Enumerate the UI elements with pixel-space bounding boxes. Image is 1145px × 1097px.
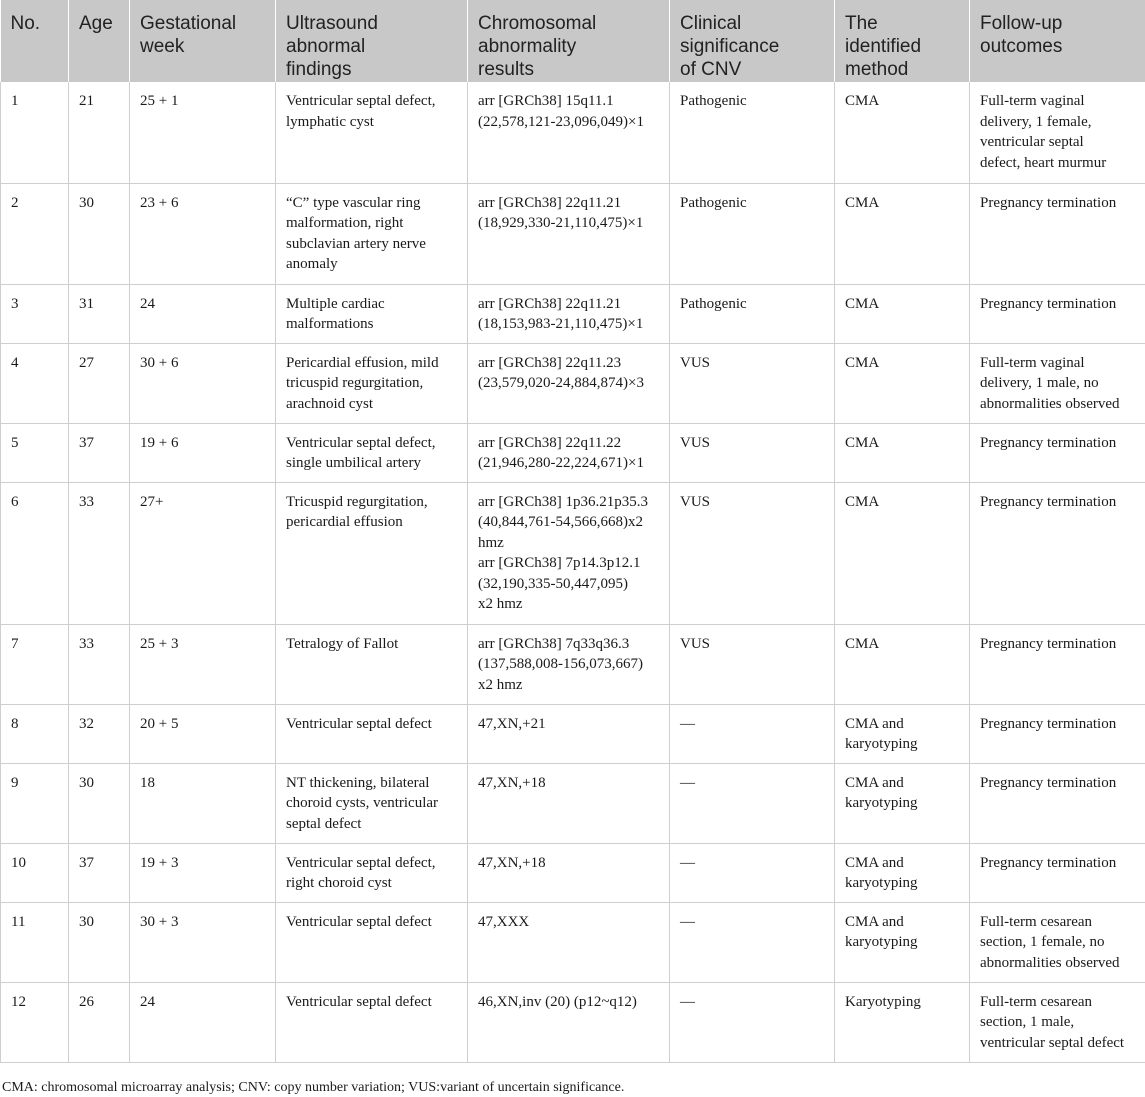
cell-line: 37 xyxy=(79,854,94,871)
cell-follow-up-outcomes xyxy=(970,183,1145,284)
cell-line: — xyxy=(680,715,695,732)
cell-line: ventricular septal defect xyxy=(980,1034,1125,1051)
cell-gestational-week xyxy=(130,423,276,482)
cell-ultrasound-findings xyxy=(276,902,468,982)
cell-no xyxy=(1,284,69,343)
cell-gestational-week xyxy=(130,343,276,423)
cell-line: subclavian artery nerve xyxy=(286,235,426,252)
cell-line: (18,929,330-21,110,475)×1 xyxy=(478,215,644,231)
table-header xyxy=(1,0,1145,82)
cell-line: delivery, 1 male, no xyxy=(980,375,1099,391)
cell-line: Ventricular septal defect xyxy=(286,993,432,1010)
cell-line: Full-term cesarean xyxy=(980,913,1093,930)
cell-line: delivery, 1 female, xyxy=(980,113,1092,130)
cell-line: 30 xyxy=(79,194,94,211)
cell-line: “C” type vascular ring xyxy=(286,194,421,211)
cell-line: Pregnancy termination xyxy=(980,854,1117,871)
cell-chromosomal-results xyxy=(468,423,670,482)
cell-line: single umbilical artery xyxy=(286,455,421,471)
cell-line: Ventricular septal defect, xyxy=(286,434,436,451)
cell-chromosomal-results xyxy=(468,82,670,183)
cell-age xyxy=(69,902,130,982)
cell-line: Pregnancy termination xyxy=(980,194,1117,211)
cell-line: CMA and xyxy=(845,715,904,732)
cell-line: 2 xyxy=(11,194,19,211)
cell-line: Full-term vaginal xyxy=(980,93,1085,109)
header-line: identified xyxy=(845,36,922,57)
column-header-clinical-significance xyxy=(670,0,835,82)
cell-line: 18 xyxy=(140,774,155,791)
header-line: The xyxy=(845,13,878,34)
cell-clinical-significance xyxy=(670,763,835,843)
cell-line: 7 xyxy=(11,635,19,652)
cell-follow-up-outcomes xyxy=(970,482,1145,624)
cell-line: Full-term cesarean xyxy=(980,993,1093,1010)
cell-line: 19 + 3 xyxy=(140,854,179,871)
cell-line: CMA xyxy=(845,354,880,371)
cell-line: 3 xyxy=(11,295,19,312)
cell-age xyxy=(69,343,130,423)
cell-line: tricuspid regurgitation, xyxy=(286,375,424,391)
cell-line: CMA xyxy=(845,295,880,312)
cell-line: septal defect xyxy=(286,815,362,832)
cell-line: arr [GRCh38] 15q11.1 xyxy=(478,93,614,109)
cell-line: 47,XN,+18 xyxy=(478,854,546,871)
cell-no xyxy=(1,763,69,843)
cell-line: 23 + 6 xyxy=(140,194,179,211)
cell-follow-up-outcomes xyxy=(970,704,1145,763)
cell-line: pericardial effusion xyxy=(286,514,403,530)
cell-chromosomal-results xyxy=(468,284,670,343)
cell-line: arr [GRCh38] 22q11.21 xyxy=(478,194,622,211)
cell-no xyxy=(1,482,69,624)
cell-no xyxy=(1,704,69,763)
cell-clinical-significance xyxy=(670,82,835,183)
cell-chromosomal-results xyxy=(468,763,670,843)
cell-identified-method xyxy=(835,343,970,423)
cell-gestational-week xyxy=(130,284,276,343)
cell-no xyxy=(1,843,69,902)
cell-line: 11 xyxy=(11,913,26,930)
cell-line: VUS xyxy=(680,354,711,371)
cell-line: CMA xyxy=(845,93,880,109)
header-line: abnormal xyxy=(286,36,366,57)
cell-chromosomal-results xyxy=(468,704,670,763)
cell-line: anomaly xyxy=(286,256,338,272)
cell-line: defect, heart murmur xyxy=(980,154,1107,171)
cell-line: 33 xyxy=(79,493,94,510)
table-row xyxy=(1,704,1145,763)
column-header-gestational-week xyxy=(130,0,276,82)
cell-line: Pregnancy termination xyxy=(980,774,1117,791)
cell-line: Full-term vaginal xyxy=(980,354,1085,371)
cell-follow-up-outcomes xyxy=(970,82,1145,183)
cell-line: — xyxy=(680,993,695,1010)
cell-ultrasound-findings xyxy=(276,423,468,482)
cell-line: Pregnancy termination xyxy=(980,715,1117,732)
cell-follow-up-outcomes xyxy=(970,343,1145,423)
header-line: significance xyxy=(680,36,780,57)
cell-no xyxy=(1,982,69,1062)
cell-line: 21 xyxy=(79,93,94,109)
cell-clinical-significance xyxy=(670,624,835,704)
cell-line: 27 xyxy=(79,354,94,371)
cell-clinical-significance xyxy=(670,423,835,482)
header-line: Gestational xyxy=(140,13,237,34)
cell-gestational-week xyxy=(130,704,276,763)
cell-line: CMA and xyxy=(845,854,904,871)
header-line: No. xyxy=(10,13,41,34)
cell-age xyxy=(69,183,130,284)
table-row xyxy=(1,982,1145,1062)
cell-line: 27+ xyxy=(140,493,164,510)
cell-follow-up-outcomes xyxy=(970,624,1145,704)
cell-line: 1 xyxy=(11,93,19,109)
cell-line: arr [GRCh38] 1p36.21p35.3 xyxy=(478,493,648,510)
cell-identified-method xyxy=(835,902,970,982)
cell-identified-method xyxy=(835,624,970,704)
cell-line: lymphatic cyst xyxy=(286,113,374,130)
header-line: outcomes xyxy=(980,36,1063,57)
cell-line: 30 xyxy=(79,774,94,791)
cell-no xyxy=(1,902,69,982)
cell-line: arachnoid cyst xyxy=(286,395,374,412)
cell-chromosomal-results xyxy=(468,843,670,902)
cell-line: VUS xyxy=(680,635,711,652)
header-line: method xyxy=(845,59,909,80)
table-row xyxy=(1,624,1145,704)
cell-line: x2 hmz xyxy=(478,676,523,693)
table-row xyxy=(1,763,1145,843)
cell-line: (40,844,761-54,566,668)x2 xyxy=(478,514,643,530)
header-line: findings xyxy=(286,59,352,80)
table-row xyxy=(1,183,1145,284)
cell-line: (21,946,280-22,224,671)×1 xyxy=(478,455,644,471)
cell-age xyxy=(69,82,130,183)
column-header-no xyxy=(1,0,69,82)
table-row xyxy=(1,482,1145,624)
cell-line: 24 xyxy=(140,993,155,1010)
table-row xyxy=(1,902,1145,982)
cell-line: Pregnancy termination xyxy=(980,434,1117,451)
cell-clinical-significance xyxy=(670,183,835,284)
cell-line: — xyxy=(680,774,695,791)
cell-line: hmz xyxy=(478,534,504,551)
cell-line: 47,XN,+21 xyxy=(478,715,546,732)
cell-identified-method xyxy=(835,843,970,902)
cell-clinical-significance xyxy=(670,482,835,624)
cell-identified-method xyxy=(835,423,970,482)
cell-line: VUS xyxy=(680,493,711,510)
cell-line: malformation, right xyxy=(286,215,404,231)
cell-line: (32,190,335-50,447,095) xyxy=(478,575,628,592)
cell-line: 47,XN,+18 xyxy=(478,774,546,791)
cell-line: 20 + 5 xyxy=(140,715,179,732)
header-line: of CNV xyxy=(680,59,742,80)
cell-line: karyotyping xyxy=(845,795,918,811)
cell-ultrasound-findings xyxy=(276,624,468,704)
cell-line: 25 + 1 xyxy=(140,93,179,109)
cell-ultrasound-findings xyxy=(276,183,468,284)
cell-age xyxy=(69,763,130,843)
cell-clinical-significance xyxy=(670,704,835,763)
header-line: week xyxy=(140,36,185,57)
cell-line: 26 xyxy=(79,993,94,1010)
cell-ultrasound-findings xyxy=(276,482,468,624)
cell-ultrasound-findings xyxy=(276,343,468,423)
header-row xyxy=(1,0,1145,82)
cell-line: abnormalities observed xyxy=(980,954,1120,971)
cell-line: Pathogenic xyxy=(680,194,747,211)
cell-line: CMA xyxy=(845,434,880,451)
cell-clinical-significance xyxy=(670,284,835,343)
cell-line: CMA and xyxy=(845,913,904,930)
cell-line: Ventricular septal defect xyxy=(286,715,432,732)
cell-no xyxy=(1,423,69,482)
header-line: results xyxy=(478,59,534,80)
cell-line: arr [GRCh38] 7q33q36.3 xyxy=(478,635,630,652)
cell-line: 10 xyxy=(11,854,26,871)
cell-line: 31 xyxy=(79,295,94,312)
cell-line: 25 + 3 xyxy=(140,635,179,652)
cell-line: NT thickening, bilateral xyxy=(286,774,430,791)
cell-line: karyotyping xyxy=(845,736,918,752)
header-line: Age xyxy=(79,13,113,34)
cell-line: Karyotyping xyxy=(845,993,921,1010)
cell-follow-up-outcomes xyxy=(970,763,1145,843)
cell-line: — xyxy=(680,854,695,871)
cell-line: 30 + 3 xyxy=(140,913,179,930)
table-row xyxy=(1,423,1145,482)
cell-age xyxy=(69,624,130,704)
cell-line: arr [GRCh38] 22q11.22 xyxy=(478,434,622,451)
cell-follow-up-outcomes xyxy=(970,843,1145,902)
cell-chromosomal-results xyxy=(468,482,670,624)
cell-line: Ventricular septal defect, xyxy=(286,93,436,109)
cell-line: Pregnancy termination xyxy=(980,635,1117,652)
cell-line: CMA and xyxy=(845,774,904,791)
cell-line: 37 xyxy=(79,434,94,451)
cell-identified-method xyxy=(835,82,970,183)
cell-age xyxy=(69,704,130,763)
cell-line: 5 xyxy=(11,434,19,451)
table-row xyxy=(1,284,1145,343)
column-header-identified-method xyxy=(835,0,970,82)
cell-line: Ventricular septal defect xyxy=(286,913,432,930)
column-header-age xyxy=(69,0,130,82)
cell-ultrasound-findings xyxy=(276,284,468,343)
table-footnote: CMA: chromosomal microarray analysis; CNV: copy number variation; VUS:variant of uncertain significance. xyxy=(2,1080,625,1095)
cell-clinical-significance xyxy=(670,902,835,982)
cell-ultrasound-findings xyxy=(276,704,468,763)
cell-line: Pregnancy termination xyxy=(980,493,1117,510)
cell-line: Tetralogy of Fallot xyxy=(286,635,399,652)
header-line: Follow-up xyxy=(980,13,1063,34)
cell-line: ventricular septal xyxy=(980,134,1084,150)
cell-line: 6 xyxy=(11,493,19,510)
column-header-ultrasound-findings xyxy=(276,0,468,82)
cell-clinical-significance xyxy=(670,982,835,1062)
cell-identified-method xyxy=(835,982,970,1062)
cell-line: (22,578,121-23,096,049)×1 xyxy=(478,113,644,130)
cell-line: (23,579,020-24,884,874)×3 xyxy=(478,375,644,391)
cell-gestational-week xyxy=(130,82,276,183)
cell-ultrasound-findings xyxy=(276,763,468,843)
header-line: Chromosomal xyxy=(478,13,597,34)
cell-gestational-week xyxy=(130,183,276,284)
cell-identified-method xyxy=(835,284,970,343)
cell-clinical-significance xyxy=(670,843,835,902)
cell-no xyxy=(1,624,69,704)
cell-line: CMA xyxy=(845,194,880,211)
cell-no xyxy=(1,82,69,183)
cell-line: 9 xyxy=(11,774,19,791)
column-header-chromosomal-results xyxy=(468,0,670,82)
cell-line: 4 xyxy=(11,354,19,371)
cell-age xyxy=(69,482,130,624)
table-body xyxy=(1,82,1145,1062)
cell-gestational-week xyxy=(130,902,276,982)
cell-identified-method xyxy=(835,183,970,284)
cell-line: 19 + 6 xyxy=(140,434,179,451)
cell-identified-method xyxy=(835,704,970,763)
cell-line: (137,588,008-156,073,667) xyxy=(478,656,643,672)
cell-gestational-week xyxy=(130,482,276,624)
cell-no xyxy=(1,343,69,423)
cell-chromosomal-results xyxy=(468,183,670,284)
cell-line: abnormalities observed xyxy=(980,395,1120,412)
cell-follow-up-outcomes xyxy=(970,423,1145,482)
cell-ultrasound-findings xyxy=(276,82,468,183)
header-line: Clinical xyxy=(680,13,742,34)
cell-ultrasound-findings xyxy=(276,982,468,1062)
cell-line: arr [GRCh38] 7p14.3p12.1 xyxy=(478,555,641,571)
cell-line: section, 1 female, no xyxy=(980,934,1105,950)
cell-age xyxy=(69,843,130,902)
cell-age xyxy=(69,423,130,482)
cell-gestational-week xyxy=(130,763,276,843)
cell-line: section, 1 male, xyxy=(980,1014,1075,1030)
cell-line: Tricuspid regurgitation, xyxy=(286,493,428,510)
cell-line: malformations xyxy=(286,316,374,332)
cell-line: — xyxy=(680,913,695,930)
cell-line: 8 xyxy=(11,715,19,732)
cell-line: CMA xyxy=(845,493,880,510)
cell-line: Pericardial effusion, mild xyxy=(286,354,439,371)
table-row xyxy=(1,343,1145,423)
column-header-follow-up-outcomes xyxy=(970,0,1145,82)
cell-line: 46,XN,inv (20) (p12~q12) xyxy=(478,993,637,1010)
cell-line: Pregnancy termination xyxy=(980,295,1117,312)
cell-no xyxy=(1,183,69,284)
cell-line: (18,153,983-21,110,475)×1 xyxy=(478,316,644,332)
cell-line: 30 + 6 xyxy=(140,354,179,371)
cell-line: 24 xyxy=(140,295,155,312)
cell-line: 47,XXX xyxy=(478,913,530,930)
cell-chromosomal-results xyxy=(468,624,670,704)
header-line: abnormality xyxy=(478,36,577,57)
table-row xyxy=(1,843,1145,902)
header-line: Ultrasound xyxy=(286,13,378,34)
cell-gestational-week xyxy=(130,982,276,1062)
cell-clinical-significance xyxy=(670,343,835,423)
cell-age xyxy=(69,284,130,343)
cell-chromosomal-results xyxy=(468,902,670,982)
table-row xyxy=(1,82,1145,183)
cell-line: choroid cysts, ventricular xyxy=(286,795,439,811)
cell-chromosomal-results xyxy=(468,982,670,1062)
cell-line: karyotyping xyxy=(845,934,918,950)
cell-line: Multiple cardiac xyxy=(286,295,385,312)
cell-line: 33 xyxy=(79,635,94,652)
cell-line: CMA xyxy=(845,635,880,652)
cell-line: karyotyping xyxy=(845,875,918,891)
cell-line: arr [GRCh38] 22q11.21 xyxy=(478,295,622,312)
cell-follow-up-outcomes xyxy=(970,982,1145,1062)
cell-line: 12 xyxy=(11,993,26,1010)
cell-identified-method xyxy=(835,482,970,624)
cell-ultrasound-findings xyxy=(276,843,468,902)
cell-line: VUS xyxy=(680,434,711,451)
cell-line: x2 hmz xyxy=(478,596,523,612)
cell-identified-method xyxy=(835,763,970,843)
cell-line: Pathogenic xyxy=(680,295,747,312)
cell-line: 30 xyxy=(79,913,94,930)
cell-line: Pathogenic xyxy=(680,93,747,109)
cell-line: arr [GRCh38] 22q11.23 xyxy=(478,354,622,371)
cell-follow-up-outcomes xyxy=(970,284,1145,343)
cell-line: Ventricular septal defect, xyxy=(286,854,436,871)
cell-follow-up-outcomes xyxy=(970,902,1145,982)
cell-gestational-week xyxy=(130,843,276,902)
cell-age xyxy=(69,982,130,1062)
cell-gestational-week xyxy=(130,624,276,704)
cell-line: right choroid cyst xyxy=(286,875,392,891)
cell-line: 32 xyxy=(79,715,94,732)
cell-chromosomal-results xyxy=(468,343,670,423)
